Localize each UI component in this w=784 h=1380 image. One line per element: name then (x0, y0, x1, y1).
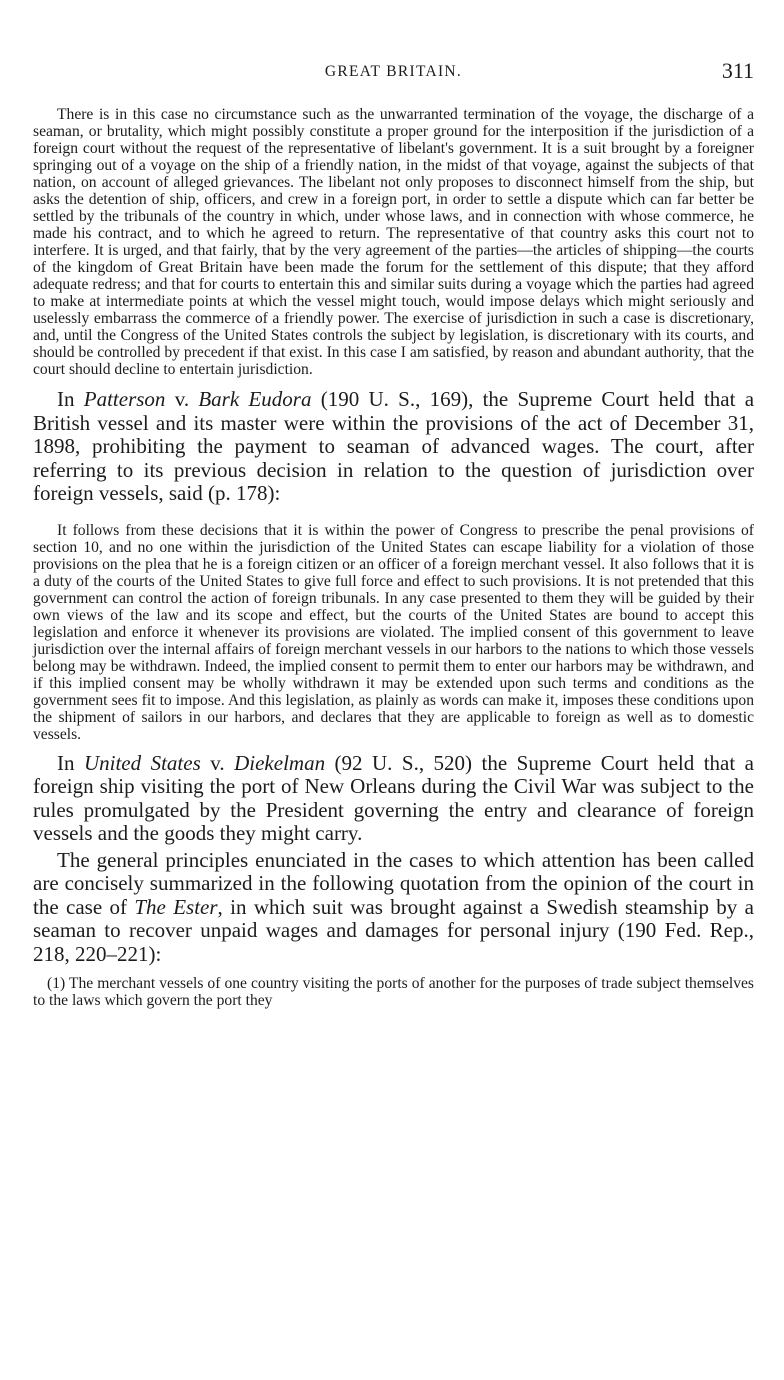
block-quote-ester-principles: (1) The merchant vessels of one country visiting the ports of another for the purposes of trade subject themselves to the laws which govern the port they (33, 975, 754, 1009)
paragraph-text: (92 U. S., 520) the Supreme Court held that a foreign ship visiting the port of New Orleans during the Civil War was subject to the rules promulgated by the President governing the entry and clearance of foreign vessels and the goods they might carry. (33, 750, 754, 845)
paragraph-text: , in which suit was brought against a Swedish steamship by a seaman to recover unpaid wages and damages for personal injury (190 Fed. Rep., 218, 220–221): (33, 894, 754, 966)
case-name-party-b: Bark Eudora (198, 387, 312, 411)
paragraph-general-principles (33, 849, 754, 967)
case-name-party-a: United States (83, 750, 201, 775)
body-text (33, 106, 754, 1009)
intro-text: In (57, 387, 84, 411)
paragraph-diekelman (33, 752, 754, 846)
running-title: GREAT BRITAIN. (324, 63, 463, 80)
paragraph-patterson (33, 388, 754, 506)
block-quote-patterson: It follows from these decisions that it is within the power of Congress to prescribe the penal provisions of section 10, and no one within the jurisdiction of the United States can escape liability for a violation of those provisions on the plea that he is a foreign citizen or an officer of a foreign merchant vessel. It also follows that it is a duty of the courts of the United States to give full force and effect to such provisions. It is not pretended that this government can control the action of foreign tribunals. In any case presented to them they will be guided by their own views of the law and its scope and effect, but the courts of the United States are bound to accept this legislation and enforce it whenever its provisions are violated. The implied consent of this government to leave jurisdiction over the internal affairs of foreign merchant vessels in our harbors to the nations to which those vessels belong may be withdrawn. Indeed, the implied consent to permit them to enter our harbors may be withdrawn, and if this implied consent may be wholly withdrawn it may be extended upon such terms and conditions as the government sees fit to impose. And this legislation, as plainly as words can make it, imposes these conditions upon the shipment of sailors in our harbors, and declares that they are applicable to foreign as well as to domestic vessels. (33, 521, 754, 743)
paragraph-text: The general principles enunciated in the cases to which attention has been called are concisely summarized in the following quotation from the opinion of the court in the case of (33, 847, 754, 919)
page-number: 311 (721, 58, 754, 83)
case-name-party-b: Diekelman (234, 750, 326, 775)
block-quote-ester-opinion: There is in this case no circumstance such as the unwarranted termination of the voyage, the discharge of a seaman, or brutality, which might possibly constitute a proper ground for the interposition if the jurisdiction of a foreign court without the request of the representative of libelant's government. It is a suit brought by a foreigner springing out of a voyage on the ship of a friendly nation, in the midst of that voyage, against the subjects of that nation, on account of alleged grievances. The libelant not only proposes to disconnect himself from the ship, but asks the detention of ship, officers, and crew in a foreign port, in order to settle a dispute which can far better be settled by the tribunals of the country in which, under whose laws, and in connection with whose commerce, he made his contract, and to which he agreed to return. The representative of that country asks this court not to interfere. It is urged, and that fairly, that by the very agreement of the parties—the articles of shipping—the courts of the kingdom of Great Britain have been made the forum for the settlement of this dispute; that they afford adequate redress; and that for courts to entertain this and similar suits during a voyage which the parties had agreed to make at intermediate points at which the vessel might touch, would impose delays which might seriously and uselessly embarrass the commerce of a friendly power. The exercise of jurisdiction in such a case is discretionary, and, until the Congress of the United States controls the subject by legislation, is discretionary with its courts, and should be controlled by precedent if that exist. In this case I am satisfied, by reason and abundant authority, that the court should decline to entertain jurisdiction. (33, 106, 754, 378)
versus: v. (165, 387, 199, 411)
intro-text: In (57, 750, 84, 775)
case-name-party-a: Patterson (83, 387, 166, 411)
case-name: The Ester (134, 894, 218, 919)
page-header (33, 58, 754, 88)
paragraph-text: (190 U. S., 169), the Supreme Court held that a British vessel and its master were within the provisions of the act of December 31, 1898, prohibiting the payment to seaman of advanced wages. The court, after referring to its previous decision in relation to the question of jurisdiction over foreign vessels, said (p. 178): (33, 387, 755, 505)
versus: v. (200, 750, 235, 775)
